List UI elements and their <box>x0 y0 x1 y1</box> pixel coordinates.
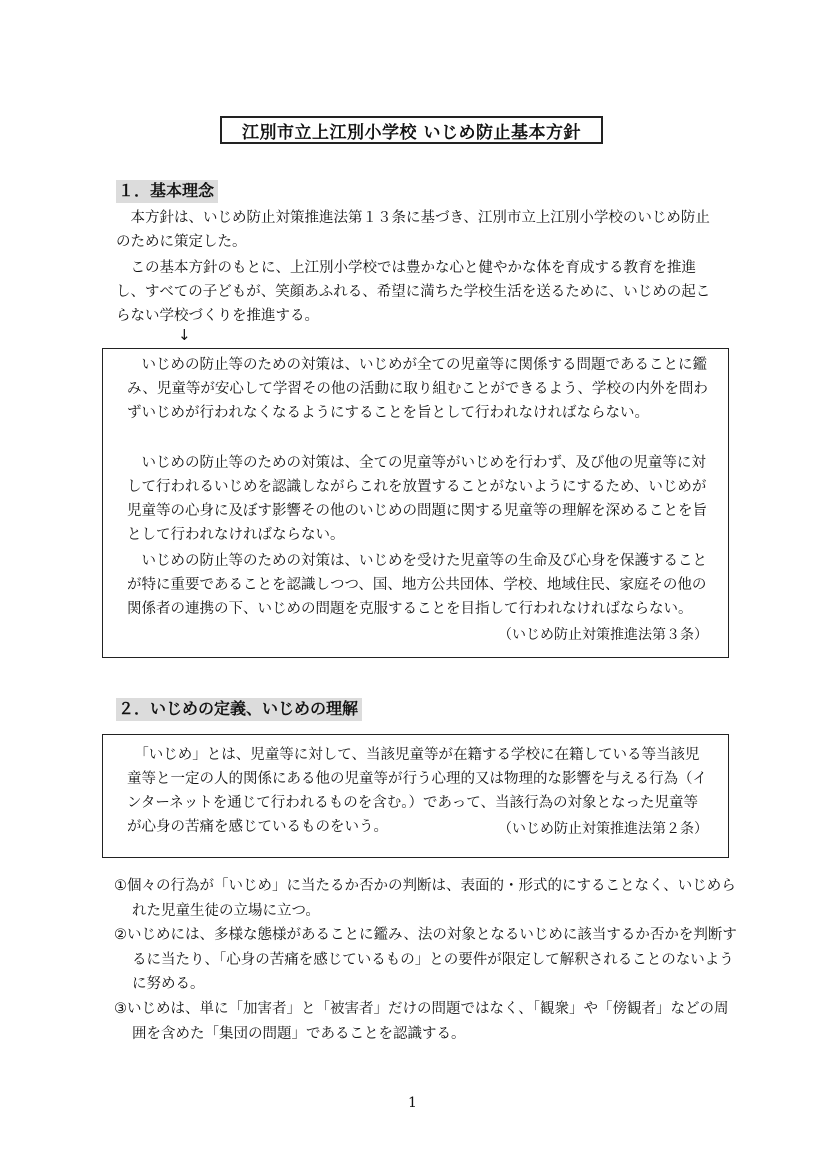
down-arrow-icon: ↓ <box>178 326 191 344</box>
law-article-3-box <box>102 348 729 658</box>
list-item: ①個々の行為が「いじめ」に当たるか否かの判断は、表面的・形式的にすることなく、いじめられた児童生徒の立場に立つ。 <box>114 878 736 919</box>
list-item: ③いじめは、単に「加害者」と「被害者」だけの問題ではなく、「観衆」や「傍観者」などの周囲を含めた「集団の問題」であることを認識する。 <box>114 1001 729 1042</box>
section-2-heading: ２．いじめの定義、いじめの理解 <box>116 698 362 721</box>
citation-article-3: （いじめ防止対策推進法第３条） <box>498 627 708 643</box>
box-paragraph-3: いじめの防止等のための対策は、いじめを受けた児童等の生命及び心身を保護することが特に重要であることを認識しつつ、国、地方公共団体、学校、地域住民、家庭その他の関係者の連携の下、いじめの問題を克服することを目指して行われなければならない。 <box>127 553 707 617</box>
page-number: 1 <box>408 1095 417 1111</box>
box-paragraph-1: いじめの防止等のための対策は、いじめが全ての児童等に関係する問題であることに鑑み、児童等が安心して学習その他の活動に取り組むことができるよう、学校の内外を問わずいじめが行われなくなるようにすることを旨として行われなければならない。 <box>127 357 708 421</box>
citation-article-2: （いじめ防止対策推進法第２条） <box>498 821 708 837</box>
list-item: ②いじめには、多様な態様があることに鑑み、法の対象となるいじめに該当するか否かを判断するに当たり、「心身の苦痛を感じているもの」との要件が限定して解釈されることのないように努める。 <box>114 927 737 992</box>
section-1-heading: １．基本理念 <box>116 180 218 203</box>
section-1-paragraph-1: 本方針は、いじめ防止対策推進法第１３条に基づき、江別市立上江別小学校のいじめ防止のために策定した。 <box>116 210 710 250</box>
definition-paragraph: 「いじめ」とは、児童等に対して、当該児童等が在籍する学校に在籍している等当該児童等と一定の人的関係にある他の児童等が行う心理的又は物理的な影響を与える行為（インターネットを通じて行われるものを含む。）であって、当該行為の対象となった児童等が心身の苦痛を感じているものをいう。 <box>127 747 707 835</box>
document-title: 江別市立上江別小学校 いじめ防止基本方針 <box>220 116 603 144</box>
law-article-2-box <box>102 734 729 858</box>
box-paragraph-2: いじめの防止等のための対策は、全ての児童等がいじめを行わず、及び他の児童等に対して行われるいじめを認識しながらこれを放置することがないようにするため、いじめが児童等の心身に及ぼす影響その他のいじめの問題に関する児童等の理解を深めることを旨として行われなければならない。 <box>127 455 707 543</box>
section-1-paragraph-2: この基本方針のもとに、上江別小学校では豊かな心と健やかな体を育成する教育を推進し、すべての子どもが、笑顔あふれる、希望に満ちた学校生活を送るために、いじめの起こらない学校づくりを推進する。 <box>116 260 711 324</box>
